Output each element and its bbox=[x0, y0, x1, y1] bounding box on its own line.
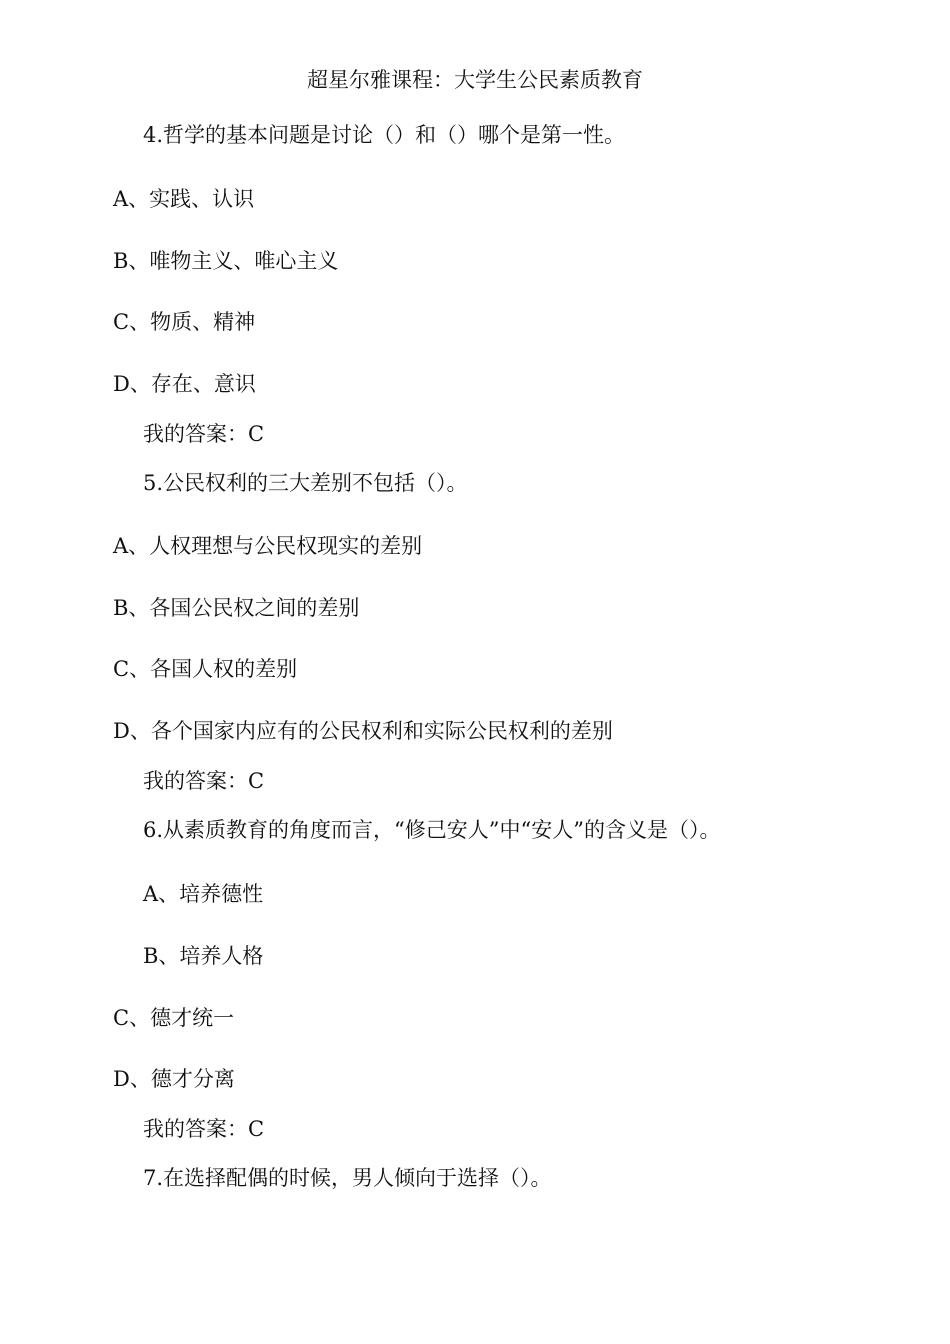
question-6-option-d: D、德才分离 bbox=[113, 1067, 235, 1091]
question-5-option-b: B、各国公民权之间的差别 bbox=[113, 596, 360, 620]
question-6-option-b: B、培养人格 bbox=[143, 944, 264, 968]
question-6-text: 6.从素质教育的角度而言，“修己安人”中“安人”的含义是（）。 bbox=[143, 818, 721, 842]
question-4-option-d: D、存在、意识 bbox=[113, 372, 256, 396]
question-4-option-a: A、实践、认识 bbox=[113, 187, 255, 211]
question-4-option-b: B、唯物主义、唯心主义 bbox=[113, 249, 339, 273]
question-5-option-d: D、各个国家内应有的公民权利和实际公民权利的差别 bbox=[113, 719, 613, 743]
question-4-option-c: C、物质、精神 bbox=[113, 310, 256, 334]
question-6-answer: 我的答案：C bbox=[143, 1117, 265, 1141]
question-6-option-a: A、培养德性 bbox=[143, 882, 264, 906]
question-5-option-c: C、各国人权的差别 bbox=[113, 657, 298, 681]
question-5-text: 5.公民权利的三大差别不包括（）。 bbox=[143, 471, 468, 495]
question-7-text: 7.在选择配偶的时候，男人倾向于选择（）。 bbox=[143, 1166, 552, 1190]
question-5-answer: 我的答案：C bbox=[143, 769, 265, 793]
document-title: 超星尔雅课程：大学生公民素质教育 bbox=[307, 68, 643, 92]
question-6-option-c: C、德才统一 bbox=[113, 1006, 235, 1030]
question-4-text: 4.哲学的基本问题是讨论（）和（）哪个是第一性。 bbox=[143, 123, 626, 147]
question-4-answer: 我的答案：C bbox=[143, 422, 265, 446]
question-5-option-a: A、人权理想与公民权现实的差别 bbox=[113, 534, 423, 558]
